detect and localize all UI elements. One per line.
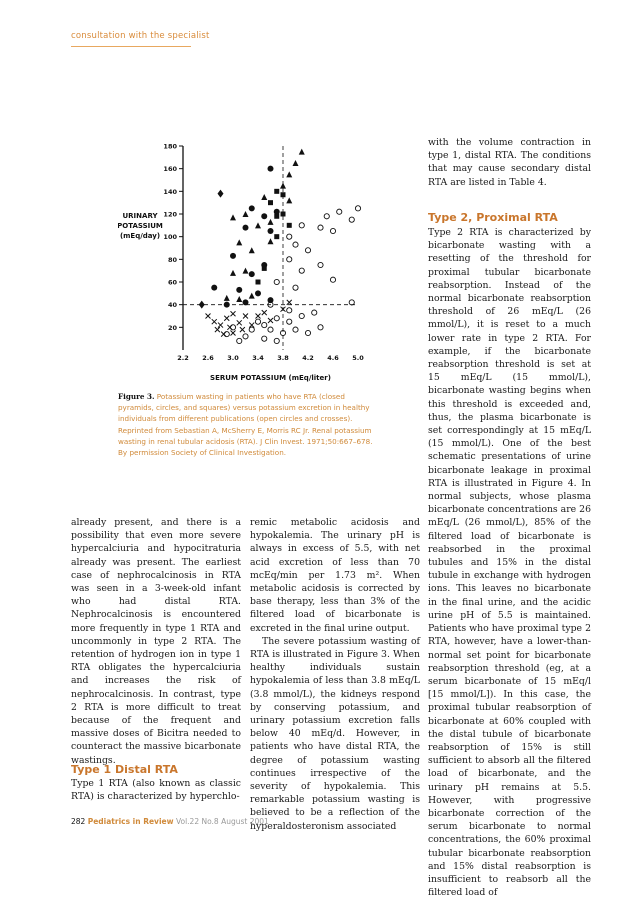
data-point-cross <box>227 325 232 330</box>
data-point-square <box>274 214 279 219</box>
col3b-paragraph: Type 2 RTA is characterized by bicarbonate wasting with a resetting of the threshold for proximal tubular bicarbonate reabsorption. Instead of the normal bicarbonate reabsorption threshold of 26 mEq/L (26 mmol/L), it is reset to a much lower rate in type 2 RTA. For example, if the bicarbonate reabsorption threshold is set at 15 mEq/L (15 mmol/L), bicarbonate wasting begins when this threshold is exceeded and, thus, the plasma bicarbonate is set correspondingly at 15 mEq/L (15 mmol/L). One of the best schematic presentations of urine bicarbonate leakage in proximal RTA is illustrated in Figure 4. In normal subjects, whose plasma bicarbonate concentrations are 26 mEq/L (26 mmol/L), 85% of the filtered load of bicarbonate is reabsorbed in the proximal tubules and 15% in the distal tubule in exchange with hydrogen ions. This leaves no bicarbonate in the final urine, and the acidic urine pH of 5.5 is maintained. Patients who have proximal type 2 RTA, however, have a lower-than-normal set point for bicarbonate reabsorption threshold (eg, at a serum bicarbonate of 15 mEq/l [15 mmol/L]). In this case, the proximal tubular reabsorption of bicarbonate at 60% coupled with the distal tubule of bicarbonate reabsorption of 15% is still sufficient to absorb all the filtered load of bicarbonate, and the urinary pH remains at 5.5. However, with progressive bicarbonate correction of the serum bicarbonate to normal concentrations, the 60% proximal tubular bicarbonate reabsorption and 15% distal reabsorption is insufficient to reabsorb all the filtered load of <box>428 227 591 899</box>
data-point-square <box>262 266 267 271</box>
data-point-square <box>281 212 286 217</box>
data-point-cross <box>256 314 261 319</box>
data-point-open-circle <box>318 225 323 230</box>
column-1-text <box>71 516 241 767</box>
data-point-circle <box>243 225 249 231</box>
x-tick-label: 3.8 <box>277 354 289 362</box>
data-point-cross <box>218 323 223 328</box>
data-point-open-circle <box>274 279 279 284</box>
data-point-open-circle <box>349 217 354 222</box>
data-point-triangle <box>286 197 292 203</box>
data-point-triangle <box>236 239 242 245</box>
data-point-triangle <box>230 270 236 276</box>
y-tick-label: 60 <box>167 278 177 287</box>
journal-name: Pediatrics in Review <box>87 817 174 826</box>
data-point-cross <box>231 331 236 336</box>
column-2-text <box>250 516 420 833</box>
page-number: 282 <box>71 817 86 826</box>
y-tick-label: 140 <box>163 187 177 196</box>
data-point-open-circle <box>287 257 292 262</box>
data-point-square <box>274 234 279 239</box>
data-point-circle <box>230 253 236 259</box>
data-point-triangle <box>299 149 305 155</box>
col1b-paragraph: Type 1 RTA (also known as classic RTA) is characterized by hyperchlo- <box>71 778 241 803</box>
data-point-triangle <box>224 295 230 301</box>
data-point-circle <box>211 285 217 291</box>
data-point-circle <box>268 166 274 172</box>
data-point-open-circle <box>299 268 304 273</box>
data-point-square <box>268 200 273 205</box>
data-point-circle <box>268 228 274 234</box>
data-point-open-circle <box>318 325 323 330</box>
column-3-body-text <box>428 226 591 899</box>
data-point-open-circle <box>262 336 267 341</box>
col1-paragraph: already present, and there is a possibility that even more severe hypercalciuria and hypocitraturia already was present. The earliest case of nephrocalcinosis in RTA was seen in a 3-week-old infant who had distal RTA. Nephrocalcinosis is encountered more frequently in type 1 RTA and uncommonly in type 2 RTA. The retention of hydrogen ion in type 1 RTA obligates the hypercalciuria and increases the risk of nephrocalcinosis. In contrast, type 2 RTA is more difficult to treat because of the frequent and massive doses of Bicitra needed to counteract the massive bicarbonate wastings. <box>71 517 241 766</box>
data-point-cross <box>215 327 220 332</box>
data-point-open-circle <box>255 319 260 324</box>
data-point-open-circle <box>293 327 298 332</box>
data-point-cross <box>237 320 242 325</box>
data-point-cross <box>212 319 217 324</box>
data-point-triangle <box>230 214 236 220</box>
data-point-triangle <box>286 171 292 177</box>
header-rule <box>71 46 191 47</box>
column-3-top-text <box>428 136 591 189</box>
data-point-cross <box>243 314 248 319</box>
caption-label: Figure 3. <box>118 392 155 401</box>
data-point-open-circle <box>293 285 298 290</box>
col2a-paragraph: remic metabolic acidosis and hypokalemia. The urinary pH is always in excess of 5.5, with net acid excretion of less than 70 mcEq/min per 1.73 m². When metabolic acidosis is corrected by base therapy, less than 3% of the filtered load of bicarbonate is excreted in the final urine output. <box>250 517 420 634</box>
data-point-triangle <box>268 238 274 244</box>
volume-info: Vol.22 No.8 August 2001 <box>175 817 269 826</box>
y-axis-label: POTASSIUM <box>118 222 163 230</box>
figure-caption <box>118 391 374 458</box>
data-point-diamond <box>218 190 224 198</box>
data-point-open-circle <box>274 316 279 321</box>
data-point-cross <box>262 310 267 315</box>
data-point-open-circle <box>243 334 248 339</box>
data-point-open-circle <box>299 223 304 228</box>
data-point-triangle <box>261 194 267 200</box>
data-point-open-circle <box>237 338 242 343</box>
data-point-open-circle <box>299 313 304 318</box>
data-point-open-circle <box>324 214 329 219</box>
data-point-triangle <box>249 247 255 253</box>
data-point-open-circle <box>249 327 254 332</box>
x-tick-label: 3.4 <box>252 354 264 362</box>
data-point-open-circle <box>287 308 292 313</box>
caption-text: Potassium wasting in patients who have RTA (closed pyramids, circles, and squares) versus potassium excretion in healthy individuals from different publications (open circles and crosses). Reprinted from Sebastian A, McSherry E, Morris RC Jr. Renal potassium wasting in renal tubular acidosis (RTA). J Clin Invest. 1971;50:667–678. By permission Society of Clinical Investigation. <box>118 392 373 458</box>
y-tick-label: 40 <box>167 301 177 310</box>
data-point-triangle <box>243 268 249 274</box>
data-point-square <box>256 280 261 285</box>
col3a-paragraph: with the volume contraction in type 1, distal RTA. The conditions that may cause secondary distal RTA are listed in Table 4. <box>428 137 591 188</box>
data-point-cross <box>287 300 292 305</box>
y-tick-label: 100 <box>163 233 177 242</box>
data-point-triangle <box>236 296 242 302</box>
data-point-open-circle <box>337 209 342 214</box>
column-1b-text <box>71 777 241 803</box>
data-point-circle <box>236 287 242 293</box>
data-point-open-circle <box>262 322 267 327</box>
running-header: consultation with the specialist <box>71 31 210 41</box>
data-point-open-circle <box>274 338 279 343</box>
data-point-circle <box>255 290 261 296</box>
data-point-square <box>281 192 286 197</box>
data-point-triangle <box>255 222 261 228</box>
data-point-circle <box>249 271 255 277</box>
x-tick-label: 5.0 <box>352 354 364 362</box>
data-point-cross <box>224 316 229 321</box>
figure-3 <box>118 138 386 388</box>
col2b-paragraph: The severe potassium wasting of RTA is illustrated in Figure 3. When healthy individuals sustain hypokalemia of less than 3.8 mEq/L (3.8 mmol/L), the kidneys respond by conserving potassium, and urinary potassium excretion falls below 40 mEq/d. However, in patients who have distal RTA, the degree of potassium wasting continues irrespective of the severity of hypokalemia. This remarkable potassium wasting is believed to be a reflection of the hyperaldosteronism associated <box>250 635 420 832</box>
y-tick-label: 160 <box>163 165 177 174</box>
y-tick-label: 120 <box>163 210 177 219</box>
data-point-open-circle <box>268 327 273 332</box>
data-point-open-circle <box>330 277 335 282</box>
heading-type2-proximal-rta: Type 2, Proximal RTA <box>428 211 558 224</box>
page-footer <box>71 817 269 826</box>
data-point-cross <box>206 314 211 319</box>
data-point-square <box>274 189 279 194</box>
data-point-open-circle <box>293 242 298 247</box>
data-point-triangle <box>243 211 249 217</box>
data-point-circle <box>249 205 255 211</box>
data-point-open-circle <box>330 228 335 233</box>
x-tick-label: 4.2 <box>302 354 314 362</box>
data-point-cross <box>268 318 273 323</box>
data-point-open-circle <box>305 248 310 253</box>
data-point-cross <box>221 332 226 337</box>
y-tick-label: 80 <box>167 255 177 264</box>
data-point-triangle <box>280 183 286 189</box>
data-point-square <box>287 223 292 228</box>
data-point-triangle <box>293 160 299 166</box>
y-axis-label: (mEq/day) <box>119 232 161 240</box>
data-point-open-circle <box>355 206 360 211</box>
data-point-open-circle <box>287 234 292 239</box>
data-point-triangle <box>249 293 255 299</box>
x-tick-label: 2.6 <box>202 354 214 362</box>
y-tick-label: 20 <box>167 323 177 332</box>
potassium-scatter-chart <box>118 138 386 388</box>
x-tick-label: 2.2 <box>177 354 189 362</box>
data-point-cross <box>240 327 245 332</box>
data-point-open-circle <box>287 319 292 324</box>
data-point-open-circle <box>305 330 310 335</box>
data-point-open-circle <box>349 300 354 305</box>
data-point-diamond <box>199 301 205 309</box>
data-point-open-circle <box>312 310 317 315</box>
x-axis-label: SERUM POTASSIUM (mEq/liter) <box>210 374 331 382</box>
data-point-circle <box>224 302 230 308</box>
y-tick-label: 180 <box>163 142 177 151</box>
x-tick-label: 3.0 <box>227 354 239 362</box>
data-point-circle <box>261 213 267 219</box>
y-axis-label: URINARY <box>122 212 158 220</box>
data-point-triangle <box>268 219 274 225</box>
heading-type1-distal-rta: Type 1 Distal RTA <box>71 763 178 776</box>
data-point-cross <box>231 311 236 316</box>
x-tick-label: 4.6 <box>327 354 339 362</box>
data-point-open-circle <box>318 262 323 267</box>
data-point-circle <box>243 299 249 305</box>
